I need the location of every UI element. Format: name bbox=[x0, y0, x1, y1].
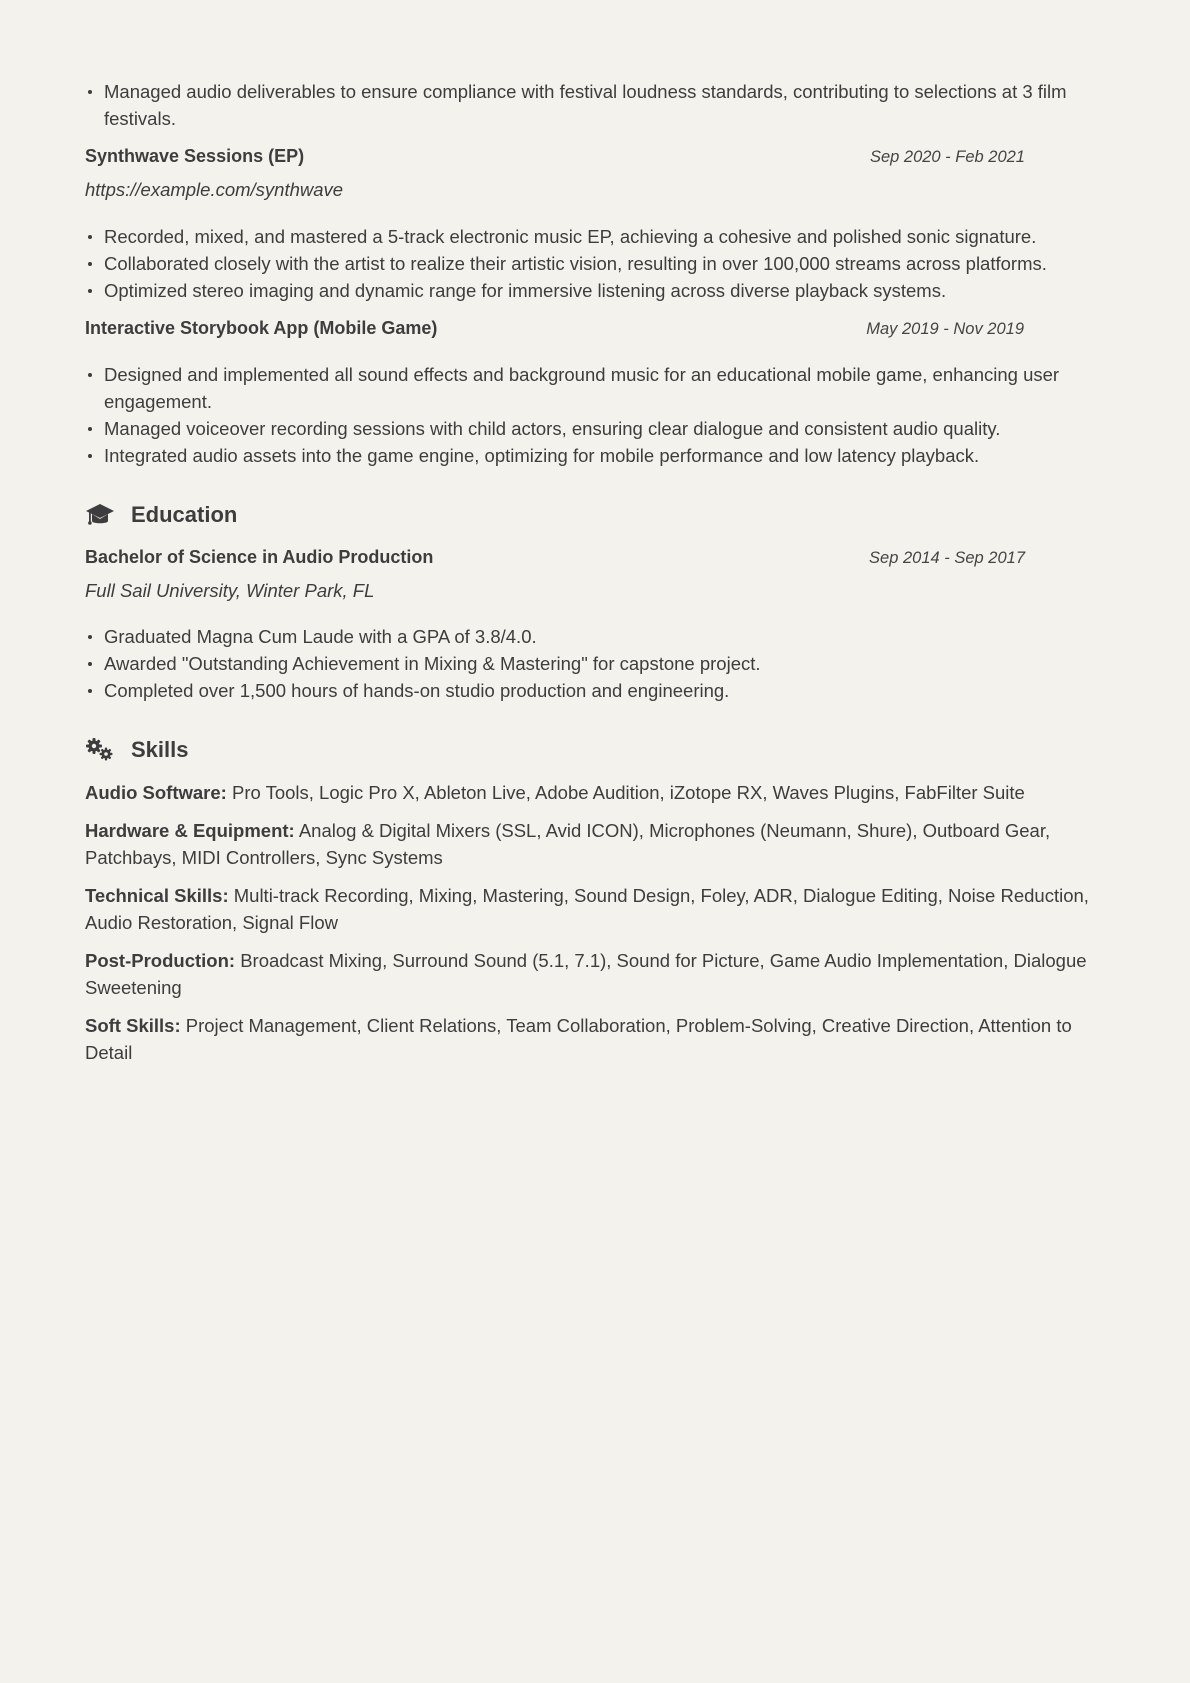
section-heading bbox=[85, 735, 1110, 765]
skill-value: Analog & Digital Mixers (SSL, Avid ICON), Microphones (Neumann, Shure), Outboard Gear, Patchbays, MIDI Controllers, Sync Systems bbox=[85, 820, 1051, 868]
section-heading bbox=[85, 500, 1110, 530]
entry-bullets bbox=[85, 223, 1110, 304]
entry-date: Sep 2014 - Sep 2017 bbox=[869, 549, 1025, 567]
skill-value: Project Management, Client Relations, Team Collaboration, Problem-Solving, Creative Direction, Attention to Detail bbox=[85, 1015, 1072, 1063]
skill-value: Multi-track Recording, Mixing, Mastering, Sound Design, Foley, ADR, Dialogue Editing, Noise Reduction, Audio Restoration, Signal Flow bbox=[85, 885, 1089, 933]
project-entry-synthwave bbox=[85, 143, 1110, 304]
skill-value: Pro Tools, Logic Pro X, Ableton Live, Adobe Audition, iZotope RX, Waves Plugins, FabFilter Suite bbox=[231, 782, 1025, 803]
section-title: Skills bbox=[131, 737, 189, 762]
bullet-item: Integrated audio assets into the game engine, optimizing for mobile performance and low latency playback. bbox=[104, 442, 1110, 469]
entry-title: Synthwave Sessions (EP) bbox=[85, 146, 305, 166]
entry-date: Sep 2020 - Feb 2021 bbox=[869, 148, 1025, 166]
skill-value: Broadcast Mixing, Surround Sound (5.1, 7.1), Sound for Picture, Game Audio Implementation, Dialogue Sweetening bbox=[85, 950, 1087, 998]
bullet-item: Collaborated closely with the artist to realize their artistic vision, resulting in over 100,000 streams across platforms. bbox=[104, 250, 1110, 277]
entry-bullets bbox=[85, 361, 1110, 469]
bullet-item: Completed over 1,500 hours of hands-on studio production and engineering. bbox=[104, 677, 1110, 704]
project-entry-storybook bbox=[85, 315, 1110, 469]
skill-label: Post-Production: bbox=[85, 950, 236, 971]
skill-label: Audio Software: bbox=[85, 782, 227, 803]
section-title: Education bbox=[131, 502, 238, 527]
skill-row-hardware bbox=[85, 817, 1110, 871]
bullet-item: Graduated Magna Cum Laude with a GPA of 3.8/4.0. bbox=[104, 623, 1110, 650]
skill-label: Soft Skills: bbox=[85, 1015, 181, 1036]
entry-header bbox=[85, 143, 1025, 169]
bullet-item: Awarded "Outstanding Achievement in Mixing & Mastering" for capstone project. bbox=[104, 650, 1110, 677]
education-section bbox=[85, 500, 1110, 704]
skill-label: Technical Skills: bbox=[85, 885, 229, 906]
entry-header bbox=[85, 315, 1024, 341]
skill-row-audio-software bbox=[85, 779, 1110, 806]
school-name: Full Sail University, Winter Park, FL bbox=[85, 580, 375, 601]
degree-title: Bachelor of Science in Audio Production bbox=[85, 547, 434, 567]
bullet-item: Recorded, mixed, and mastered a 5-track electronic music EP, achieving a cohesive and polished sonic signature. bbox=[104, 223, 1110, 250]
entry-date: May 2019 - Nov 2019 bbox=[866, 320, 1024, 338]
skills-section bbox=[85, 735, 1110, 1066]
graduation-cap-icon bbox=[85, 502, 115, 528]
entry-bullets bbox=[85, 623, 1110, 704]
bullet-item: Designed and implemented all sound effects and background music for an educational mobile game, enhancing user engagement. bbox=[104, 361, 1110, 415]
bullet-item: Managed audio deliverables to ensure compliance with festival loudness standards, contributing to selections at 3 film festivals. bbox=[104, 78, 1110, 132]
entry-header bbox=[85, 544, 1025, 570]
bullet-item: Managed voiceover recording sessions with child actors, ensuring clear dialogue and consistent audio quality. bbox=[104, 415, 1110, 442]
skill-row-post-production bbox=[85, 947, 1110, 1001]
gears-icon bbox=[85, 737, 115, 763]
skill-row-soft-skills bbox=[85, 1012, 1110, 1066]
resume-content bbox=[85, 78, 1110, 1066]
project-link[interactable]: https://example.com/synthwave bbox=[85, 179, 344, 200]
top-entry-bullets bbox=[85, 78, 1110, 132]
skill-row-technical bbox=[85, 882, 1110, 936]
entry-title: Interactive Storybook App (Mobile Game) bbox=[85, 318, 438, 338]
skill-label: Hardware & Equipment: bbox=[85, 820, 295, 841]
bullet-item: Optimized stereo imaging and dynamic range for immersive listening across diverse playback systems. bbox=[104, 277, 1110, 304]
